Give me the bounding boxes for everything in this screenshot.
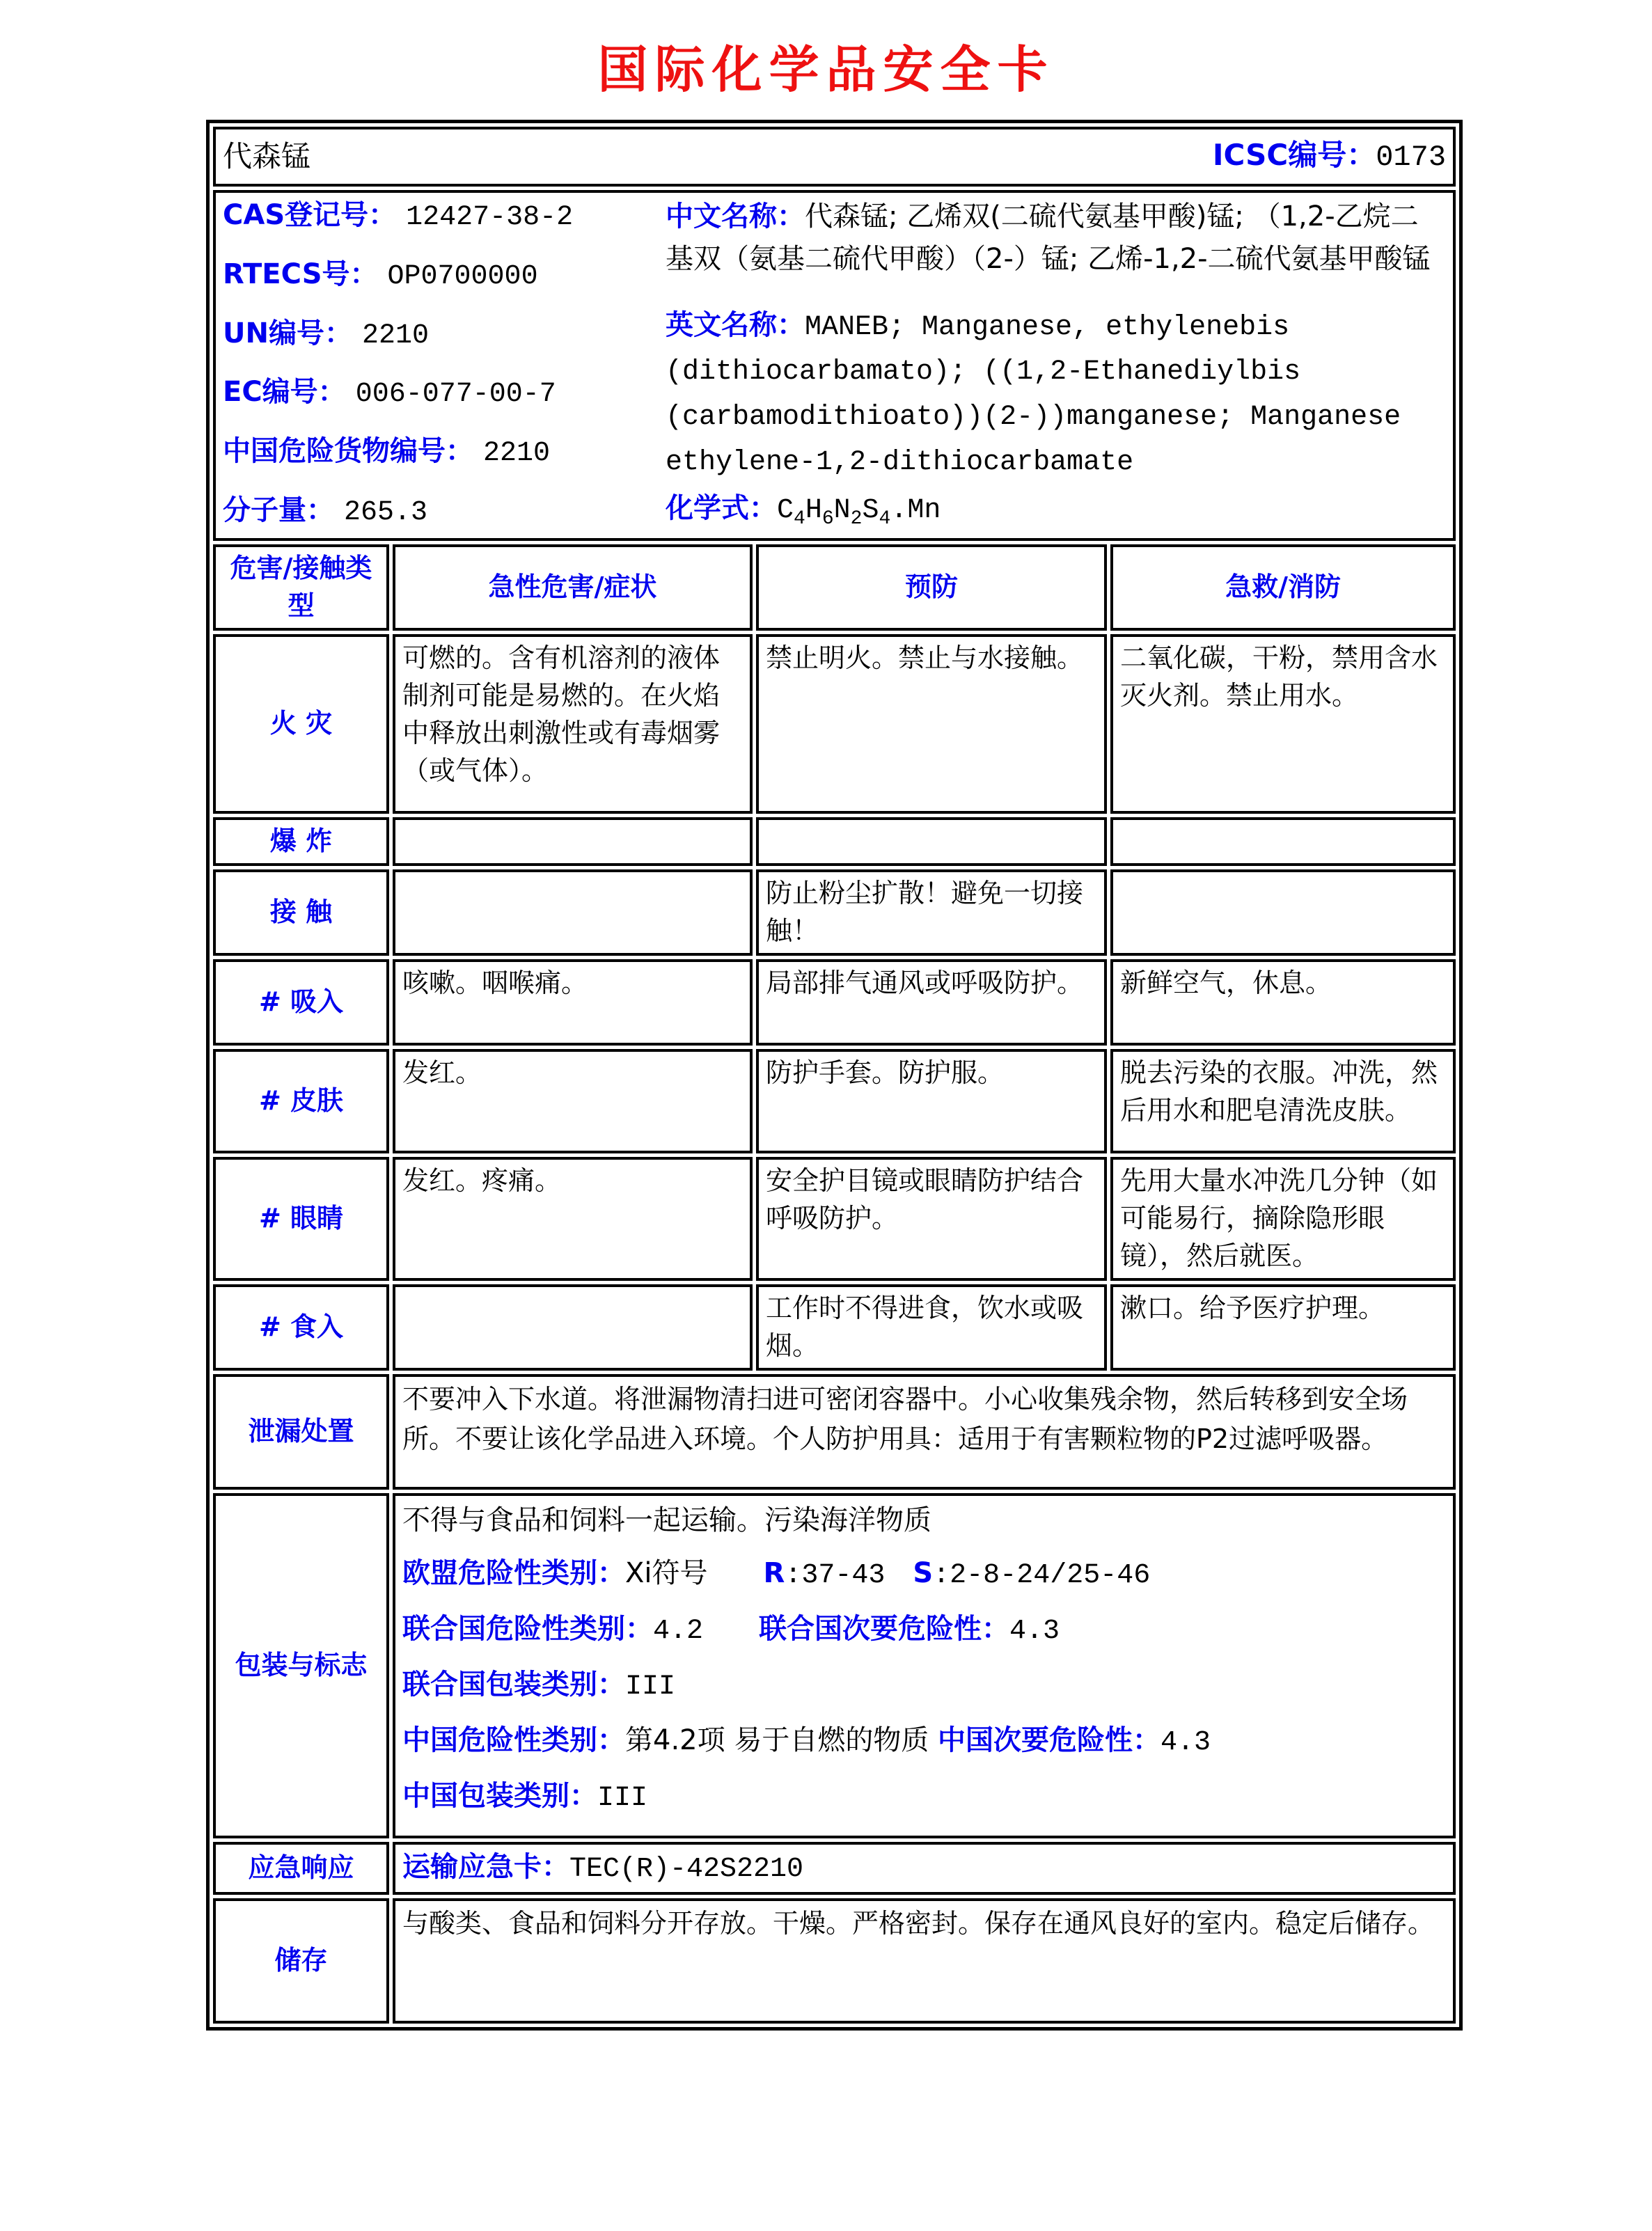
cn-pack-group-value: III <box>597 1782 648 1814</box>
packaging-un-group <box>402 1666 1446 1706</box>
hazard-row-contact <box>213 869 1456 956</box>
un-pack-group-label: 联合国包装类别： <box>402 1668 625 1701</box>
transport-card-label: 运输应急卡： <box>402 1850 569 1883</box>
packaging-transport-note <box>402 1501 1446 1539</box>
identifier-china-dg <box>223 432 654 474</box>
spill-content <box>393 1374 1456 1490</box>
prevention-cell: 安全护目镜或眼睛防护结合呼吸防护。 <box>756 1157 1107 1281</box>
spill-text: 不要冲入下水道。将泄漏物清扫进可密闭容器中。小心收集残余物，然后转移到安全场所。不要让该化学品进入环境。个人防护用具：适用于有害颗粒物的P2过滤呼吸器。 <box>402 1383 1408 1454</box>
chinese-name-block <box>666 196 1446 281</box>
icsc-number-value: 0173 <box>1376 141 1447 175</box>
molecular-weight <box>223 491 654 533</box>
hazard-type-cell: # 食入 <box>213 1284 389 1371</box>
storage-section <box>213 1898 1456 2024</box>
eu-class-symbol: Xi符号 <box>625 1556 764 1589</box>
hazard-col-symptoms: 急性危害/症状 <box>393 544 753 631</box>
transport-emergency-card <box>402 1847 1446 1890</box>
packaging-content <box>393 1493 1456 1838</box>
un-label: UN编号： <box>223 317 352 349</box>
hazard-row-skin <box>213 1049 1456 1153</box>
card-header-row <box>213 127 1456 187</box>
transport-card-value: TEC(R)-42S2210 <box>569 1853 804 1885</box>
hazard-row-inhalation <box>213 959 1456 1046</box>
packaging-eu-class <box>402 1554 1446 1595</box>
symptoms-cell: 可燃的。含有机溶剂的液体制剂可能是易燃的。在火焰中释放出刺激性或有毒烟雾（或气体）。 <box>393 634 753 814</box>
molecular-weight-label: 分子量： <box>223 494 334 526</box>
r-phrase-label: R <box>763 1556 785 1589</box>
safety-card-table <box>206 120 1463 2031</box>
icsc-number <box>1213 134 1446 179</box>
s-phrase-value: :2-8-24/25-46 <box>933 1559 1151 1591</box>
hazard-row-ingestion <box>213 1284 1456 1371</box>
card-header-cell <box>213 127 1456 187</box>
molecular-weight-value: 265.3 <box>344 496 428 528</box>
symptoms-cell: 发红。 <box>393 1049 753 1153</box>
storage-text: 与酸类、食品和饲料分开存放。干燥。严格密封。保存在通风良好的室内。稳定后储存。 <box>402 1908 1435 1939</box>
hazard-type-cell: # 皮肤 <box>213 1049 389 1153</box>
un-value: 2210 <box>361 320 429 352</box>
un-sub-risk-value: 4.3 <box>1009 1615 1060 1647</box>
chemical-formula: $C_4H_6N_2S_4.Mn$ <box>777 494 941 530</box>
symptoms-cell <box>393 869 753 956</box>
ec-value: 006-077-00-7 <box>355 379 556 411</box>
chinese-name-label: 中文名称： <box>666 200 805 232</box>
ec-label: EC编号： <box>223 376 346 409</box>
firefighting-cell: 脱去污染的衣服。冲洗，然后用水和肥皂清洗皮肤。 <box>1110 1049 1456 1153</box>
prevention-cell: 防止粉尘扩散！避免一切接触！ <box>756 869 1107 956</box>
english-name-label: 英文名称： <box>666 308 805 341</box>
symptoms-cell <box>393 1284 753 1371</box>
firefighting-cell: 漱口。给予医疗护理。 <box>1110 1284 1456 1371</box>
spill-section <box>213 1374 1456 1490</box>
identifier-ec <box>223 372 654 415</box>
un-sub-risk-label: 联合国次要危险性： <box>759 1612 1010 1645</box>
cn-sub-risk-label: 中国次要危险性： <box>938 1724 1161 1756</box>
hazard-type-cell: # 眼睛 <box>213 1157 389 1281</box>
chinese-name-value: 代森锰; 乙烯双(二硫代氨基甲酸)锰; （1,2-乙烷二基双（氨基二硫代甲酸）（2-）锰; 乙烯-1,2-二硫代氨基甲酸锰 <box>666 200 1431 275</box>
un-class-label: 联合国危险性类别： <box>402 1612 653 1645</box>
hazard-header-row <box>213 544 1456 631</box>
hazard-type-cell: # 吸入 <box>213 959 389 1046</box>
english-name-value: MANEB; Manganese, ethylenebis (dithiocarbamato); ((1,2-Ethanediylbis (carbamodithioato))(2-))manganese; Manganese ethylene-1,2-dithiocarbamate <box>666 311 1401 478</box>
cn-pack-group-label: 中国包装类别： <box>402 1779 597 1812</box>
emergency-section <box>213 1842 1456 1895</box>
chemical-name: 代森锰 <box>223 139 311 174</box>
prevention-cell: 禁止明火。禁止与水接触。 <box>756 634 1107 814</box>
firefighting-cell <box>1110 869 1456 956</box>
identifier-rtecs <box>223 255 654 297</box>
hazard-col-firefighting: 急救/消防 <box>1110 544 1456 631</box>
firefighting-cell: 二氧化碳，干粉，禁用含水灭火剂。禁止用水。 <box>1110 634 1456 814</box>
icsc-number-label: ICSC编号： <box>1212 138 1376 173</box>
s-phrase-label: S <box>913 1556 934 1589</box>
china-dg-value: 2210 <box>483 438 551 470</box>
identifier-cell <box>213 190 1456 541</box>
packaging-cn-group <box>402 1777 1446 1818</box>
page-title: 国际化学品安全卡 <box>597 40 1055 99</box>
rtecs-value: OP0700000 <box>387 260 538 292</box>
hazard-type-cell: 接 触 <box>213 869 389 956</box>
names-block <box>654 196 1446 535</box>
cn-sub-risk-value: 4.3 <box>1161 1726 1211 1758</box>
emergency-label: 应急响应 <box>213 1842 389 1895</box>
cas-value: 12427-38-2 <box>406 202 574 233</box>
identifier-cas <box>223 196 654 238</box>
symptoms-cell: 咳嗽。咽喉痛。 <box>393 959 753 1046</box>
symptoms-cell: 发红。疼痛。 <box>393 1157 753 1281</box>
hazard-col-prevention: 预防 <box>756 544 1107 631</box>
hazard-type-cell: 火 灾 <box>213 634 389 814</box>
eu-class-label: 欧盟危险性类别： <box>402 1556 625 1589</box>
hazard-row-explosion <box>213 817 1456 866</box>
prevention-cell: 工作时不得进食，饮水或吸烟。 <box>756 1284 1107 1371</box>
storage-label: 储存 <box>213 1898 389 2024</box>
firefighting-cell <box>1110 817 1456 866</box>
formula-block <box>666 489 1446 533</box>
packaging-un-class <box>402 1610 1446 1650</box>
storage-content <box>393 1898 1456 2024</box>
firefighting-cell: 新鲜空气，休息。 <box>1110 959 1456 1046</box>
transport-note-text: 不得与食品和饲料一起运输。污染海洋物质 <box>402 1504 931 1536</box>
identifier-list <box>223 196 654 535</box>
hazard-row-fire <box>213 634 1456 814</box>
hazard-col-type: 危害/接触类型 <box>213 544 389 631</box>
china-dg-label: 中国危险货物编号： <box>223 435 473 468</box>
rtecs-label: RTECS号： <box>223 258 378 290</box>
symptoms-cell <box>393 817 753 866</box>
packaging-section <box>213 1493 1456 1838</box>
prevention-cell <box>756 817 1107 866</box>
hazard-type-cell: 爆 炸 <box>213 817 389 866</box>
un-pack-group-value: III <box>625 1671 676 1703</box>
identifier-row <box>213 190 1456 541</box>
hazard-row-eyes <box>213 1157 1456 1281</box>
prevention-cell: 防护手套。防护服。 <box>756 1049 1107 1153</box>
firefighting-cell: 先用大量水冲洗几分钟（如可能易行，摘除隐形眼镜），然后就医。 <box>1110 1157 1456 1281</box>
formula-label: 化学式： <box>666 491 777 524</box>
emergency-content <box>393 1842 1456 1895</box>
packaging-cn-class <box>402 1721 1446 1762</box>
packaging-label: 包装与标志 <box>213 1493 389 1838</box>
r-phrase-value: :37-43 <box>785 1559 913 1591</box>
spill-label: 泄漏处置 <box>213 1374 389 1490</box>
cn-class-value: 第4.2项 易于自燃的物质 <box>625 1724 938 1756</box>
un-class-value: 4.2 <box>653 1615 760 1647</box>
identifier-un <box>223 314 654 356</box>
prevention-cell: 局部排气通风或呼吸防护。 <box>756 959 1107 1046</box>
english-name-block <box>666 304 1446 484</box>
cn-class-label: 中国危险性类别： <box>402 1724 625 1756</box>
cas-label: CAS登记号： <box>223 199 397 231</box>
